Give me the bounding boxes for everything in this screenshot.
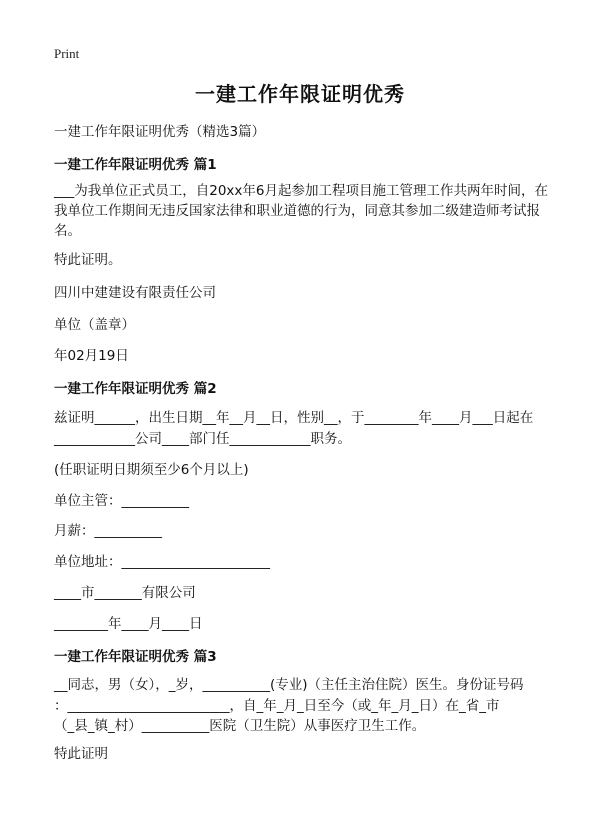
section-3-line2: ：________________________，自_年_月_日至今（或_年_月_日）在_省_市 <box>54 698 500 714</box>
subtitle: 一建工作年限证明优秀（精选3篇） <box>54 124 266 140</box>
section-1-heading: 一建工作年限证明优秀 篇1 <box>54 157 217 173</box>
section-2-salary: 月薪：__________ <box>54 523 162 539</box>
section-1-date: 年02月19日 <box>54 348 129 364</box>
section-2-line2: ____________公司____部门任____________职务。 <box>54 431 351 447</box>
section-1-body: ___为我单位正式员工，自20xx年6月起参加工程项目施工管理工作共两年时间，在我单位工作期间无违反国家法律和职业道德的行为，同意其参加二级建造师考试报名。 <box>54 183 548 239</box>
section-2-date: ________年____月____日 <box>54 616 203 632</box>
section-2-city: ____市_______有限公司 <box>54 585 196 601</box>
section-3-cert: 特此证明 <box>54 746 108 762</box>
section-2-line1: 兹证明______，出生日期__年__月__日，性别__，于________年____月___日起在 <box>54 410 534 426</box>
section-1-company: 四川中建建设有限责任公司 <box>54 285 216 301</box>
section-2-manager: 单位主管：__________ <box>54 493 189 509</box>
section-3-heading: 一建工作年限证明优秀 篇3 <box>54 649 217 665</box>
section-2-note: (任职证明日期须至少6个月以上) <box>54 462 249 478</box>
section-2-address: 单位地址：______________________ <box>54 554 270 570</box>
page-title: 一建工作年限证明优秀 <box>195 82 405 106</box>
section-1-cert: 特此证明。 <box>54 252 122 268</box>
section-3-line3: （_县_镇_村）__________医院（卫生院）从事医疗卫生工作。 <box>54 718 426 734</box>
section-3-line1: __同志，男（女），_岁，__________(专业)（主任主治住院）医生。身份证号码 <box>54 677 524 693</box>
section-1-seal: 单位（盖章） <box>54 317 135 333</box>
section-2-heading: 一建工作年限证明优秀 篇2 <box>54 381 217 397</box>
print-label: Print <box>54 46 80 61</box>
